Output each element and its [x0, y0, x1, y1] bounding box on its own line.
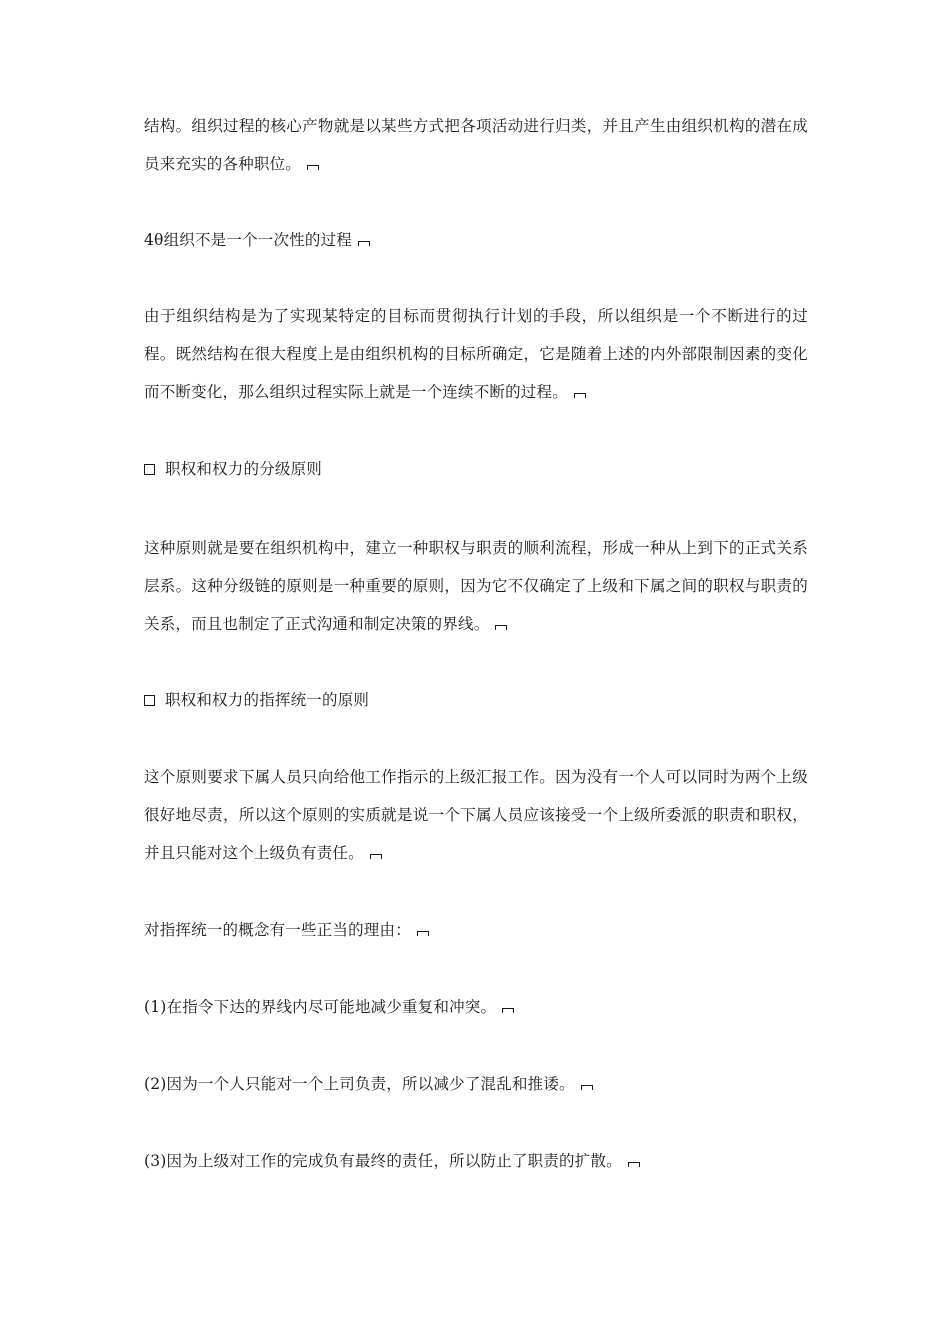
paragraph-text: 4θ组织不是一个一次性的过程	[144, 231, 352, 249]
paragraph-mark-icon	[370, 854, 382, 859]
paragraph-mark-icon	[628, 1162, 640, 1167]
paragraph-text: 由于组织结构是为了实现某特定的目标而贯彻执行计划的手段，所以组织是一个不断进行的过程。既然结构在很大程度上是由组织机构的目标所确定，它是随着上述的内外部限制因素的变化而不断变化，那么组织过程实际上就是一个连续不断的过程。	[144, 307, 808, 401]
paragraph-heading-process	[144, 221, 808, 259]
checkbox-icon	[144, 464, 155, 475]
paragraph-mark-icon	[581, 1085, 593, 1090]
list-item-reason-3	[144, 1142, 808, 1180]
paragraph-text: 对指挥统一的概念有一些正当的理由：	[144, 921, 411, 939]
paragraph-text: 这种原则就是要在组织机构中，建立一种职权与职责的顺利流程，形成一种从上到下的正式关系层系。这种分级链的原则是一种重要的原则，因为它不仅确定了上级和下属之间的职权与职责的关系，而且也制定了正式沟通和制定决策的界线。	[144, 539, 808, 633]
paragraph-mark-icon	[358, 241, 370, 246]
section-heading-hierarchy	[144, 450, 808, 488]
paragraph-text: 这个原则要求下属人员只向给他工作指示的上级汇报工作。因为没有一个人可以同时为两个上级很好地尽责，所以这个原则的实质就是说一个下属人员应该接受一个上级所委派的职责和职权，并且只能对这个上级负有责任。	[144, 768, 808, 862]
paragraph-mark-icon	[417, 931, 429, 936]
paragraph-mark-icon	[307, 165, 319, 170]
section-heading-unity-of-command	[144, 681, 808, 719]
paragraph-continuous-process	[144, 297, 808, 411]
paragraph-hierarchy-principle	[144, 529, 808, 643]
list-item-reason-2	[144, 1065, 808, 1103]
list-item-text: (3)因为上级对工作的完成负有最终的责任，所以防止了职责的扩散。	[144, 1152, 622, 1170]
checkbox-icon	[144, 695, 155, 706]
paragraph-text: 结构。组织过程的核心产物就是以某些方式把各项活动进行归类，并且产生由组织机构的潜在成员来充实的各种职位。	[144, 117, 808, 173]
paragraph-reasons-intro	[144, 911, 808, 949]
list-item-text: (2)因为一个人只能对一个上司负责，所以减少了混乱和推诿。	[144, 1075, 575, 1093]
paragraph-mark-icon	[495, 625, 507, 630]
paragraph-unity-principle	[144, 758, 808, 872]
heading-text: 职权和权力的分级原则	[165, 460, 323, 478]
heading-text: 职权和权力的指挥统一的原则	[165, 691, 370, 709]
paragraph-mark-icon	[502, 1008, 514, 1013]
paragraph-structure	[144, 107, 808, 183]
list-item-text: (1)在指令下达的界线内尽可能地减少重复和冲突。	[144, 998, 497, 1016]
list-item-reason-1	[144, 988, 808, 1026]
paragraph-mark-icon	[574, 393, 586, 398]
